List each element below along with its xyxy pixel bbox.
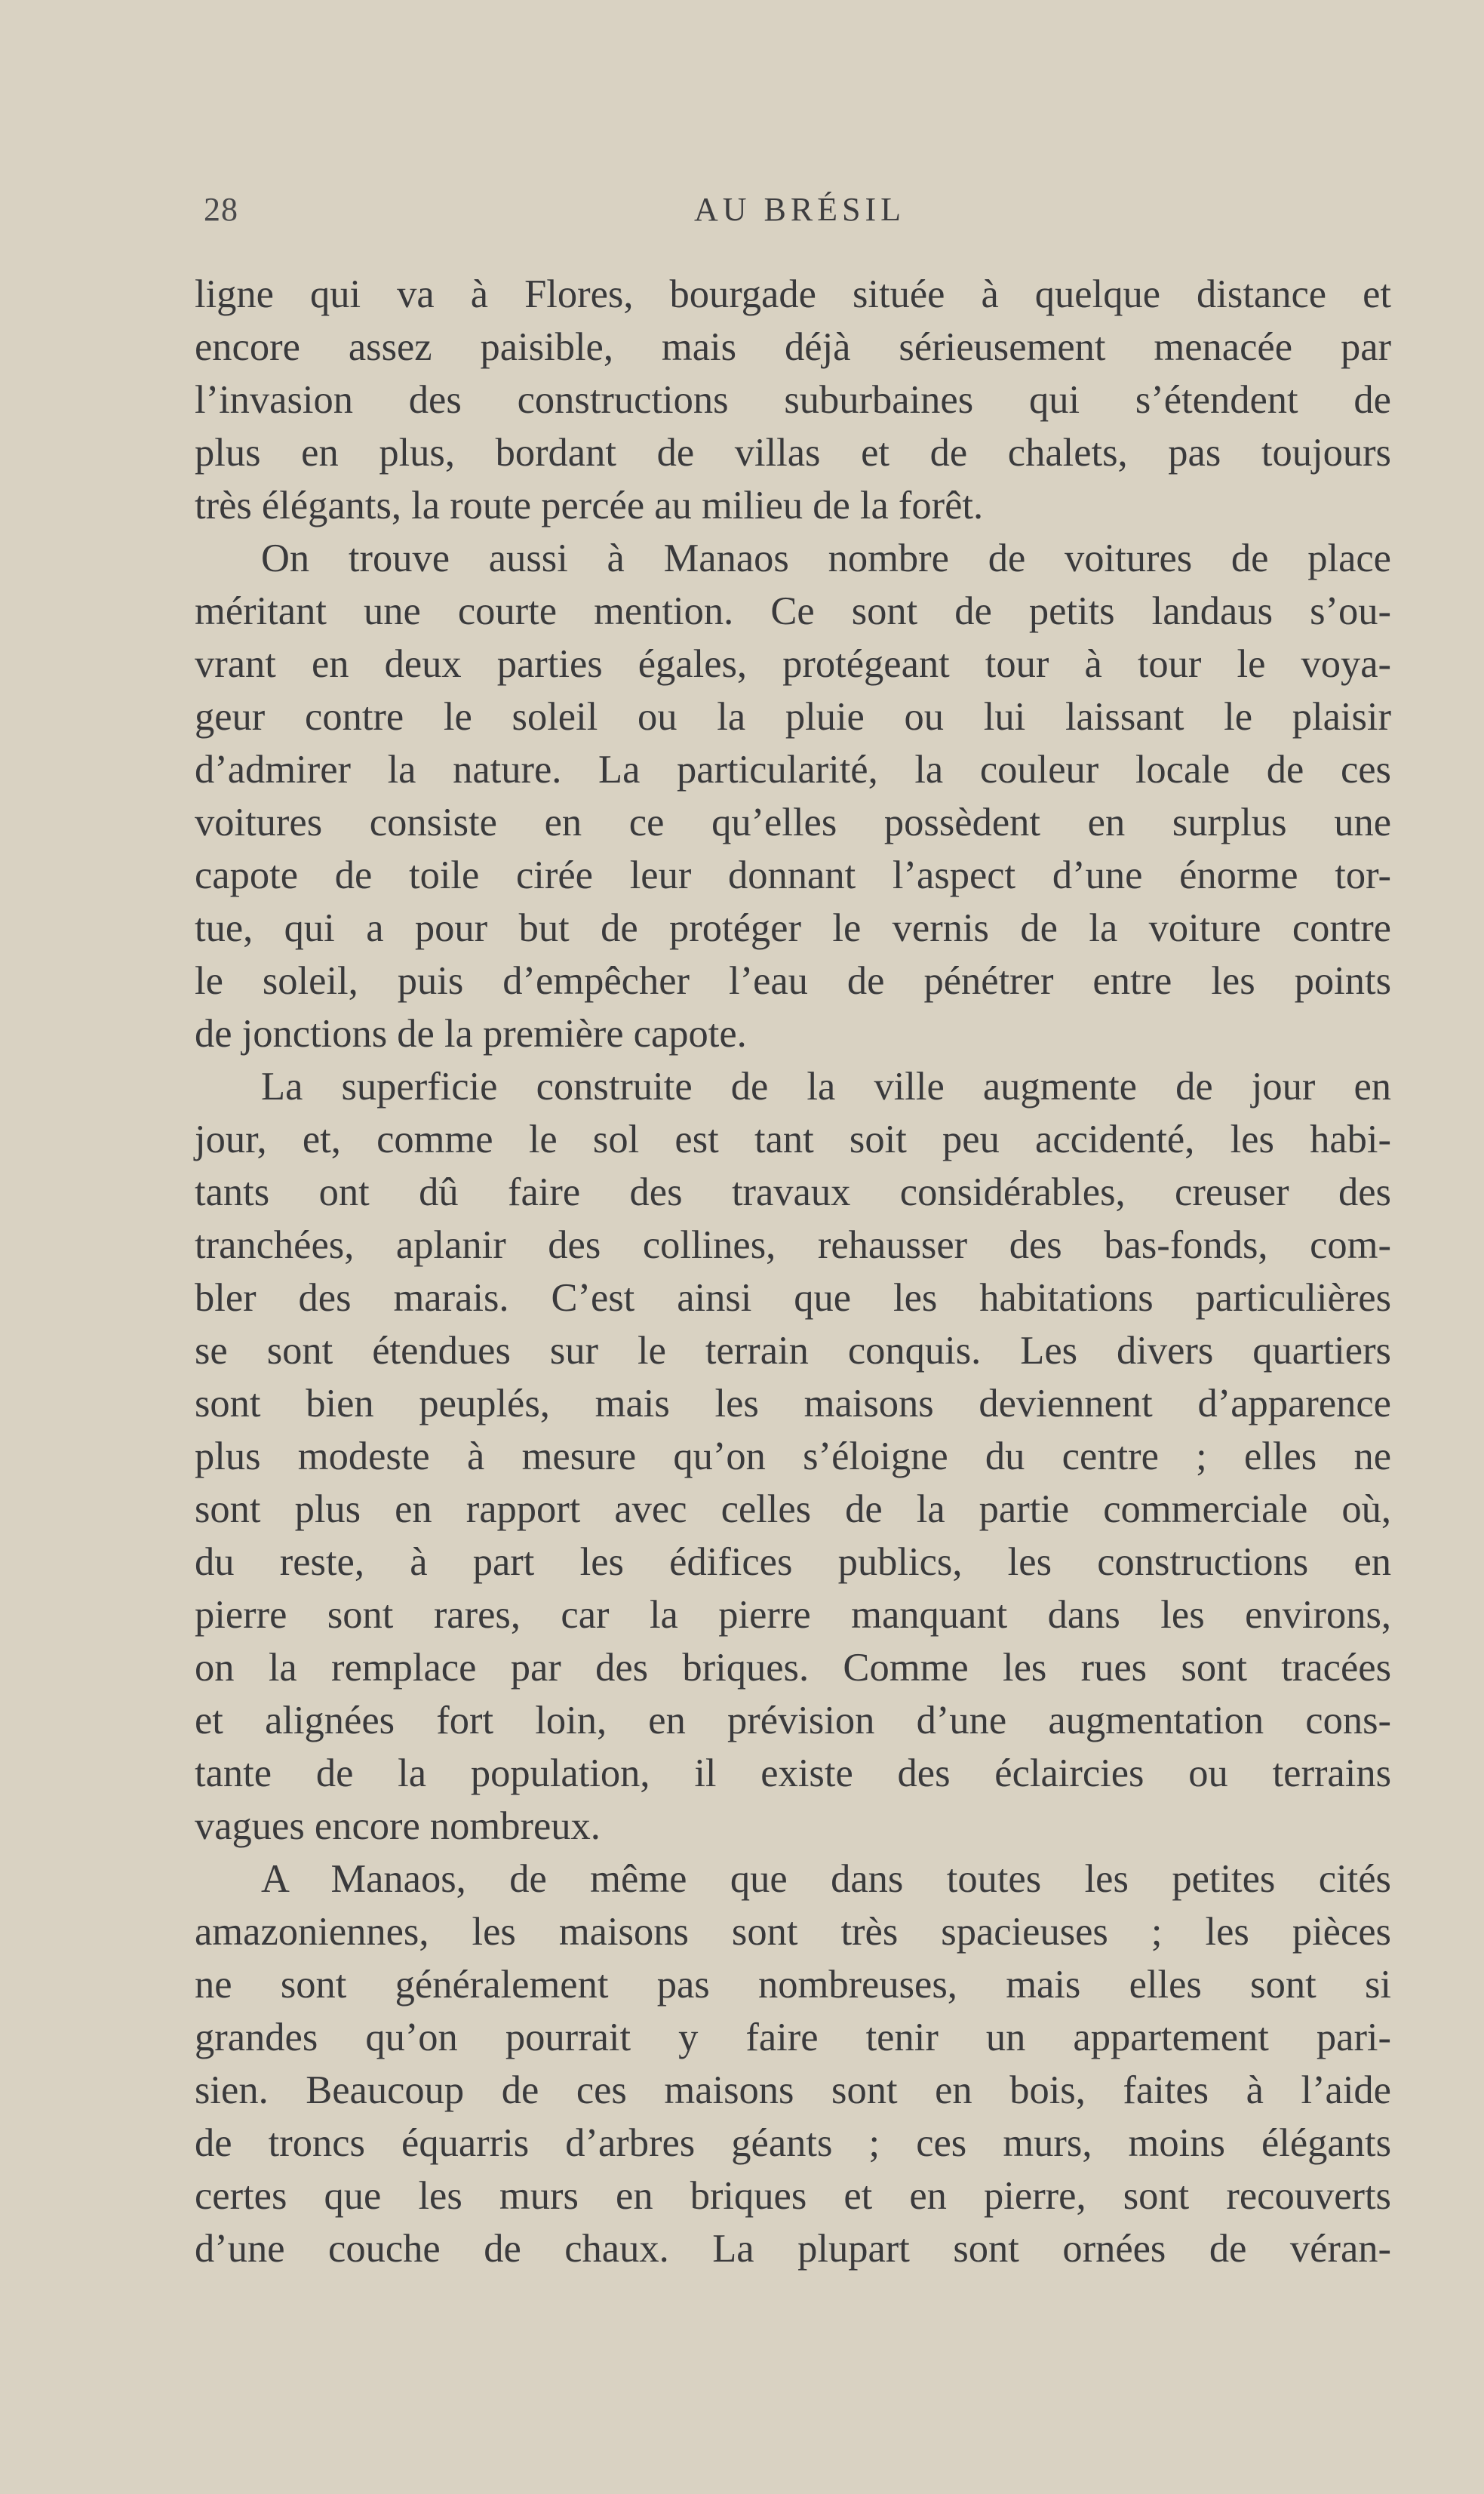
text-line: très élégants, la route percée au milieu de la forêt.	[195, 484, 984, 527]
text-line: tante de la population, il existe des éclaircies ou terrains	[195, 1751, 1391, 1795]
text-line: de troncs équarris d’arbres géants ; ces murs, moins élégants	[195, 2121, 1391, 2165]
text-line: plus modeste à mesure qu’on s’éloigne du centre ; elles ne	[195, 1435, 1391, 1478]
text-line: La superficie construite de la ville augmente de jour en	[261, 1065, 1391, 1109]
text-line: encore assez paisible, mais déjà sérieusement menacée par	[195, 325, 1391, 369]
text-line: ligne qui va à Flores, bourgade située à quelque distance et	[195, 272, 1391, 316]
text-line: tue, qui a pour but de protéger le vernis de la voiture contre	[195, 906, 1391, 950]
text-line: pierre sont rares, car la pierre manquant dans les environs,	[195, 1593, 1391, 1637]
text-line: de jonctions de la première capote.	[195, 1012, 747, 1056]
text-line: geur contre le soleil ou la pluie ou lui laissant le plaisir	[195, 695, 1391, 739]
text-line: se sont étendues sur le terrain conquis. Les divers quartiers	[195, 1329, 1391, 1373]
text-line: on la remplace par des briques. Comme les rues sont tracées	[195, 1646, 1391, 1690]
text-line: tranchées, aplanir des collines, rehausser des bas-fonds, com-	[195, 1223, 1391, 1267]
page-number: 28	[204, 191, 238, 228]
text-line: amazoniennes, les maisons sont très spacieuses ; les pièces	[195, 1910, 1391, 1954]
text-line: sont plus en rapport avec celles de la partie commerciale où,	[195, 1487, 1391, 1531]
text-line: sien. Beaucoup de ces maisons sont en bois, faites à l’aide	[195, 2068, 1391, 2112]
body-text	[195, 268, 1391, 2275]
running-title: AU BRÉSIL	[693, 191, 906, 228]
text-line: A Manaos, de même que dans toutes les petites cités	[261, 1857, 1391, 1901]
text-line: d’admirer la nature. La particularité, la couleur locale de ces	[195, 748, 1391, 792]
text-line: et alignées fort loin, en prévision d’une augmentation cons-	[195, 1699, 1391, 1742]
text-line: tants ont dû faire des travaux considérables, creuser des	[195, 1170, 1391, 1214]
text-line: ne sont généralement pas nombreuses, mais elles sont si	[195, 1963, 1391, 2007]
text-line: du reste, à part les édifices publics, les constructions en	[195, 1540, 1391, 1584]
text-line: vagues encore nombreux.	[195, 1804, 601, 1848]
text-line: grandes qu’on pourrait y faire tenir un appartement pari-	[195, 2016, 1391, 2059]
text-line: capote de toile cirée leur donnant l’aspect d’une énorme tor-	[195, 853, 1391, 897]
text-line: l’invasion des constructions suburbaines qui s’étendent de	[195, 378, 1391, 422]
text-line: jour, et, comme le sol est tant soit peu accidenté, les habi-	[195, 1118, 1391, 1161]
text-line: sont bien peuplés, mais les maisons deviennent d’apparence	[195, 1382, 1391, 1425]
running-head	[204, 190, 1396, 243]
text-line: d’une couche de chaux. La plupart sont ornées de véran-	[195, 2227, 1391, 2271]
text-line: méritant une courte mention. Ce sont de petits landaus s’ou-	[195, 589, 1391, 633]
text-line: certes que les murs en briques et en pierre, sont recouverts	[195, 2174, 1391, 2218]
text-line: voitures consiste en ce qu’elles possèdent en surplus une	[195, 801, 1391, 844]
text-line: le soleil, puis d’empêcher l’eau de pénétrer entre les points	[195, 959, 1391, 1003]
text-line: bler des marais. C’est ainsi que les habitations particulières	[195, 1276, 1391, 1320]
text-line: On trouve aussi à Manaos nombre de voitures de place	[261, 537, 1391, 580]
text-line: plus en plus, bordant de villas et de chalets, pas toujours	[195, 431, 1391, 475]
text-line: vrant en deux parties égales, protégeant tour à tour le voya-	[195, 642, 1391, 686]
